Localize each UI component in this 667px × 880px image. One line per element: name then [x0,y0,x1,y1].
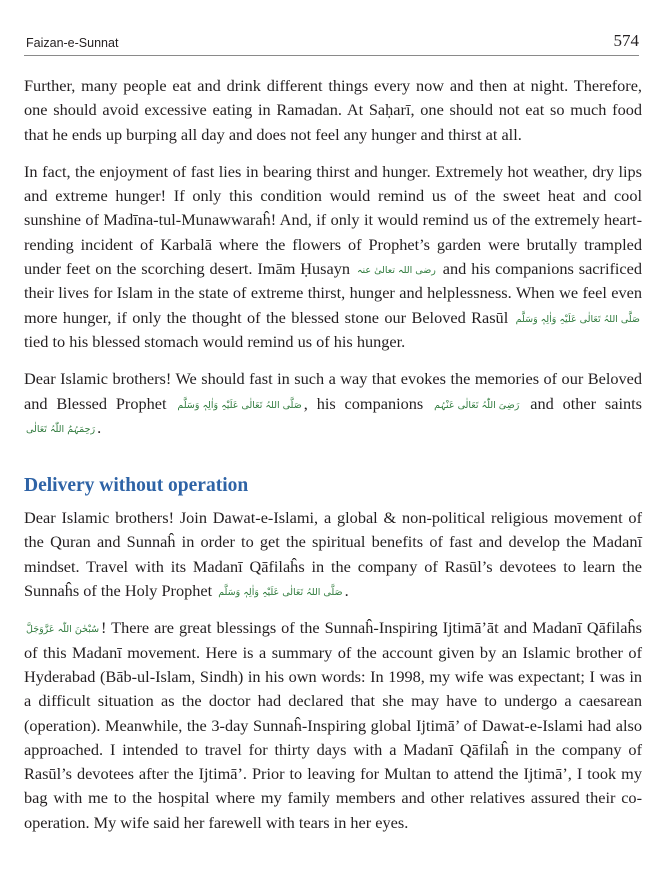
page-number: 574 [613,31,639,50]
paragraph-text: and his companions sacrificed their lives for Islam in the state of extreme thirst, hunger and helplessness. When we feel even more hunger, if only the thought of the blessed stone our Beloved Rasūl [24,259,643,327]
arabic-honorific-radiyallahu-anhum: رَضِیَ اللّٰہُ تَعَالٰی عَنْہُم [434,399,520,411]
paragraph-text: Further, many people eat and drink different things every now and then at night. Therefore, one should avoid excessive eating in Ramadan. At Saḥarī, one should not eat so much food that he ends up burping all day and does not feel any hunger and thirst at all. [24,76,642,144]
book-title: Faizan-e-Sunnat [26,36,119,50]
arabic-honorific-radiyallahu-anhu: رضی اللہ تعالیٰ عنہ [356,265,436,277]
paragraph-text: tied to his blessed stomach would remind us of his hunger. [24,331,406,351]
arabic-subhanallah: سُبْحٰنَ اللّٰہ عَزَّوَجَلَّ [26,624,100,636]
paragraph-text: ! There are great blessings of the Sunnaĥ-Inspiring Ijtimā’āt and Madanī Qāfilaĥs of this Madanī movement. Here is a summary of the account given by an Islamic brother of Hyderabad (Bāb-ul-Islam, Sindh) in his own words: In 1998, my wife was expectant; I was in a difficult situation as the doctor had declared that she may have to undergo a caesarean (operation). Meanwhile, the 3-day Sunnaĥ-Inspiring global Ijtimā’ of Dawat-e-Islami had also approached. I intended to travel for thirty days with a Madanī Qāfilaĥ in the company of Rasūl’s devotees after the Ijtimā’. Prior to leaving for Multan to attend the Ijtimā’, I took my bag with me to the hospital where my family members and other relatives assured their co-operation. My wife said her farewell with tears in her eyes. [24,618,642,832]
arabic-salutation-salawat: صَلَّی اللہُ تَعَالٰی عَلَیْہِ وَاٰلِہٖ وَسَلَّم [218,587,343,599]
paragraph-fast-memories [24,367,642,440]
section-heading: Delivery without operation [24,475,249,497]
paragraph-hyderabad-account [24,616,642,835]
paragraph-text: Dear Islamic brothers! We should fast in such a way that evokes the memories of our Beloved and Blessed Prophet [24,369,642,413]
paragraph-text: . [97,417,102,437]
page-body [24,74,642,848]
paragraph-enjoyment-of-fast [24,160,642,354]
paragraph-join-dawat-e-islami [24,506,642,603]
arabic-salutation-salawat: صَلَّی اللہُ تَعَالٰی عَلَیْہِ وَاٰلِہٖ وَسَلَّم [177,399,302,411]
paragraph-text: and other saints [530,393,643,413]
arabic-salutation-salawat: صَلَّی اللہُ تَعَالٰی عَلَیْہِ وَاٰلِہٖ وَسَلَّم [515,313,640,325]
paragraph-text: , his companions [303,393,424,413]
paragraph-text: Dear Islamic brothers! Join Dawat-e-Islami, a global & non-political religious movement of the Quran and Sunnaĥ in order to get the spiritual benefits of fast and develop the Madanī mindset. Travel with its Madanī Qāfilaĥs in the company of Rasūl’s devotees to learn the Sunnaĥs of the Holy Prophet [24,508,642,601]
page-header [24,31,639,56]
paragraph-text: In fact, the enjoyment of fast lies in bearing thirst and hunger. Extremely hot weather, dry lips and extreme hunger! If only this condition would remind us of the sweet heat and cool sunshine of Madīna-tul-Munawwaraĥ! And, if only it would remind us of the extremely heart-rending incident of Karbalā where the flowers of Prophet’s garden were brutally trampled under feet on the scorching desert. Imām Ḥusayn [24,161,642,279]
paragraph-avoid-excessive-eating [24,74,642,147]
paragraph-text: . [344,581,349,601]
arabic-honorific-rahimahumullah: رَحِمَہُمُ اللّٰہُ تَعَالٰی [26,423,96,435]
